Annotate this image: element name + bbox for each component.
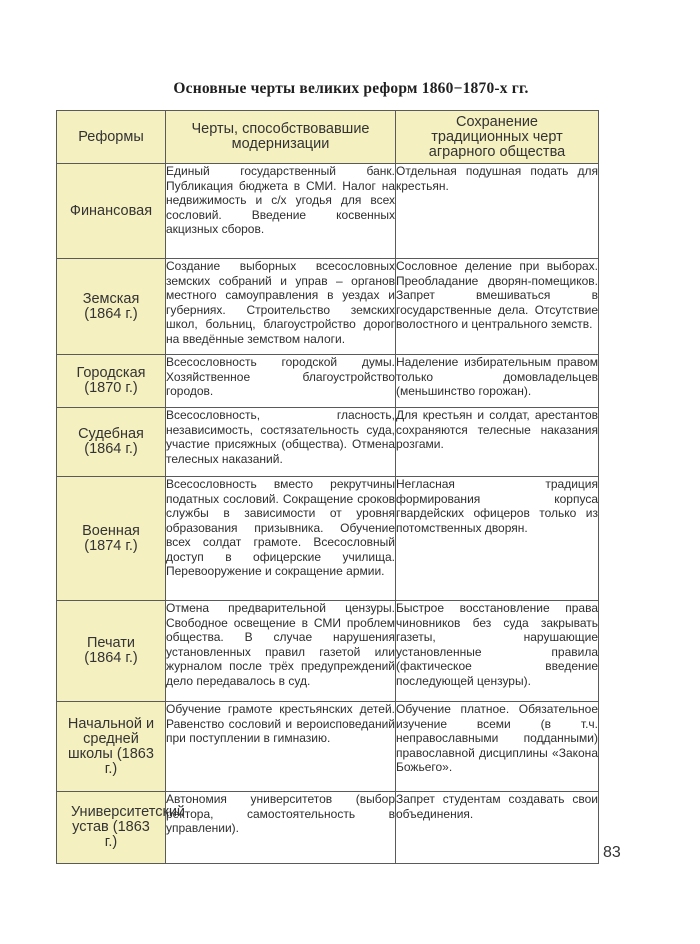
agrarian-cell: Негласная традиция формирования корпуса гвардейских офицеров только из потомственных дворян.: [396, 477, 599, 601]
table-row: [57, 408, 599, 477]
table-row: [57, 601, 599, 702]
modernization-cell: Всесословность, гласность, независимость, состязательность суда, участие присяжных (общества). Отмена телесных наказаний.: [166, 408, 396, 477]
modernization-cell: Единый государственный банк. Публикация бюджета в СМИ. Налог на недвижимость и с/х угодья для всех сословий. Введение косвенных акцизных сборов.: [166, 164, 396, 259]
agrarian-cell: Для крестьян и солдат, арестантов сохраняются телесные наказания розгами.: [396, 408, 599, 477]
agrarian-cell: Быстрое восстановление права чиновников без суда закрывать газеты, нарушающие установленные правила (фактическое введение последующей цензуры).: [396, 601, 599, 702]
table-row: [57, 355, 599, 408]
agrarian-cell: Обучение платное. Обязательное изучение всеми (в т.ч. неправославными подданными) православной дисциплины «Закона Божьего».: [396, 702, 599, 792]
modernization-cell: Обучение грамоте крестьянских детей. Равенство сословий и вероисповеданий при поступлении в гимназию.: [166, 702, 396, 792]
table-row: [57, 702, 599, 792]
agrarian-cell: Запрет студентам создавать свои объединения.: [396, 792, 599, 864]
page-title: Основные черты великих реформ 1860−1870-х гг.: [173, 80, 529, 97]
header-modernization: Черты, способствовавшие модернизации: [166, 111, 396, 164]
table-row: [57, 259, 599, 355]
reforms-table: [56, 110, 599, 864]
reform-name: Городская (1870 г.): [57, 355, 166, 408]
modernization-cell: Всесословность городской думы. Хозяйственное благоустройство городов.: [166, 355, 396, 408]
agrarian-cell: Отдельная подушная подать для крестьян.: [396, 164, 599, 259]
table-row: [57, 792, 599, 864]
modernization-cell: Автономия университетов (выбор ректора, самостоятельность в управлении).: [166, 792, 396, 864]
table-row: [57, 477, 599, 601]
modernization-cell: Отмена предварительной цензуры. Свободное освещение в СМИ проблем общества. В случае нарушения установленных правил газетой или журналом после трёх предупреждений дело передавалось в суд.: [166, 601, 396, 702]
table-row: [57, 164, 599, 259]
reform-name: Судебная (1864 г.): [57, 408, 166, 477]
reform-name: Земская (1864 г.): [57, 259, 166, 355]
reform-name: Печати (1864 г.): [57, 601, 166, 702]
agrarian-cell: Сословное деление при выборах. Преобладание дворян-помещиков. Запрет вмешиваться в государственные дела. Отсутствие волостного и центрального земств.: [396, 259, 599, 355]
agrarian-cell: Наделение избирательным правом только домовладельцев (меньшинство горожан).: [396, 355, 599, 408]
header-agrarian: Сохранение традиционных черт аграрного общества: [396, 111, 599, 164]
reform-name: Университетский устав (1863 г.): [57, 792, 166, 864]
modernization-cell: Создание выборных всесословных земских собраний и управ – органов местного самоуправления в уездах и губерниях. Строительство земских школ, больниц, благоустройство дорог на введённые земством налоги.: [166, 259, 396, 355]
table-header-row: [57, 111, 599, 164]
header-reforms: Реформы: [57, 111, 166, 164]
reform-name: Финансовая: [57, 164, 166, 259]
reform-name: Военная (1874 г.): [57, 477, 166, 601]
reform-name: Начальной и средней школы (1863 г.): [57, 702, 166, 792]
modernization-cell: Всесословность вместо рекрутчины податных сословий. Сокращение сроков службы в зависимости от уровня образования призывника. Обучение всех солдат грамоте. Всесословный доступ в офицерские училища. Перевооружение и сокращение армии.: [166, 477, 396, 601]
page-number: 83: [603, 844, 621, 861]
